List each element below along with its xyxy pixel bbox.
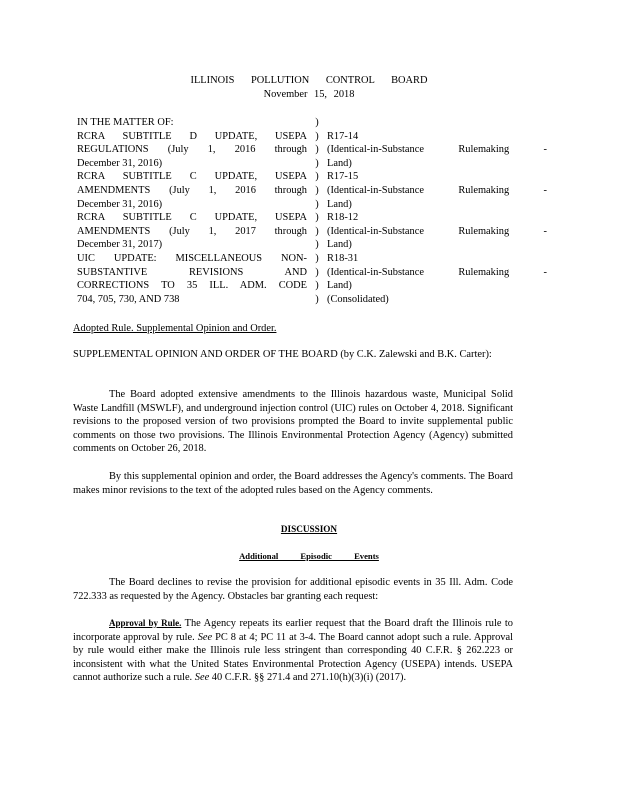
- docket-number: R18-12: [327, 212, 359, 224]
- caption-paren: ): [315, 130, 319, 142]
- caption-left: UIC UPDATE: MISCELLANEOUS NON-: [77, 252, 307, 264]
- caption-paren: ): [315, 171, 319, 183]
- caption-left: SUBSTANTIVE REVISIONS AND: [77, 266, 307, 278]
- caption-row: [77, 184, 547, 198]
- caption-paren: ): [315, 198, 319, 210]
- caption-paren: ): [315, 117, 319, 128]
- caption-left: IN THE MATTER OF:: [77, 117, 174, 128]
- caption-row: [77, 198, 547, 212]
- caption-row: [77, 143, 547, 157]
- board-title: ILLINOIS POLLUTION CONTROL BOARD: [190, 75, 428, 86]
- paragraph-declines: The Board declines to revise the provision for additional episodic events in 35 Ill. Adm. Code 722.333 as requested by the Agency. Obstacles bar granting each request:: [73, 577, 513, 602]
- caption-left: AMENDMENTS (July 1, 2016 through: [77, 184, 307, 196]
- citation-signal: See: [194, 672, 210, 684]
- caption-row: [77, 293, 547, 307]
- caption-left: 704, 705, 730, AND 738: [77, 293, 180, 305]
- case-caption: [77, 116, 547, 306]
- paragraph-background: The Board adopted extensive amendments to the Illinois hazardous waste, Municipal Solid Waste Landfill (MSWLF), and underground injection control (UIC) rules on October 4, 2018. Significant revisions to the proposed version of two provisions prompted the Board to invite supplemental public comments on those two provisions. The Illinois Environmental Protection Agency (Agency) submitted comments on October 26, 2018.: [73, 389, 513, 455]
- caption-row: [77, 116, 547, 130]
- caption-right: Land): [327, 157, 352, 169]
- caption-row: [77, 211, 547, 225]
- caption-right: (Identical-in-Substance Rulemaking -: [327, 225, 547, 237]
- paragraph-text: PC 8 at 4; PC 11 at 3-4. The Board cannot adopt such a rule. Approval by rule would either make the Illinois rule less stringent than corresponding 40 C.F.R. § 262.223 or inconsistent with what the United States Environmental Protection Agency (USEPA) intends. USEPA cannot authorize such a rule.: [73, 631, 513, 684]
- caption-row: [77, 157, 547, 171]
- caption-left: December 31, 2017): [77, 239, 163, 251]
- caption-right: [327, 116, 547, 130]
- caption-paren: ): [315, 266, 319, 278]
- docket-number: R17-15: [327, 171, 359, 183]
- citation-signal: See: [197, 631, 213, 643]
- paragraph-purpose: By this supplemental opinion and order, the Board addresses the Agency's comments. The Board makes minor revisions to the text of the adopted rules based on the Agency comments.: [73, 471, 513, 496]
- caption-left: RCRA SUBTITLE D UPDATE, USEPA: [77, 130, 307, 142]
- caption-paren: ): [315, 157, 319, 169]
- caption-paren: ): [315, 144, 319, 156]
- paragraph-text: The Agency repeats its earlier request that the Board draft the Illinois rule to incorporate approval by rule.: [73, 618, 513, 643]
- caption-row: [77, 252, 547, 266]
- paragraph-text: 40 C.F.R. §§ 271.4 and 271.10(h)(3)(i) (2017).: [209, 672, 407, 684]
- caption-right: (Identical-in-Substance Rulemaking -: [327, 266, 547, 278]
- caption-row: [77, 279, 547, 293]
- rule-subheading: Adopted Rule. Supplemental Opinion and Order.: [73, 323, 277, 334]
- caption-paren: ): [315, 293, 319, 305]
- docket-number: R17-14: [327, 130, 359, 142]
- docket-number: R18-31: [327, 252, 359, 264]
- caption-row: [77, 266, 547, 280]
- caption-left: CORRECTIONS TO 35 ILL. ADM. CODE: [77, 280, 307, 292]
- opinion-intro: SUPPLEMENTAL OPINION AND ORDER OF THE BOARD (by C.K. Zalewski and B.K. Carter):: [73, 349, 492, 360]
- caption-paren: ): [315, 239, 319, 251]
- caption-row: [77, 170, 547, 184]
- caption-paren: ): [315, 184, 319, 196]
- caption-left: December 31, 2016): [77, 198, 163, 210]
- caption-right: Land): [327, 239, 352, 251]
- caption-paren: ): [315, 212, 319, 224]
- caption-left: REGULATIONS (July 1, 2016 through: [77, 144, 307, 156]
- caption-paren: ): [315, 252, 319, 264]
- caption-right: (Consolidated): [327, 293, 389, 305]
- section-heading: Additional Episodic Events: [239, 551, 379, 561]
- caption-left: AMENDMENTS (July 1, 2017 through: [77, 225, 307, 237]
- caption-paren: ): [315, 280, 319, 292]
- document-date: November 15, 2018: [263, 89, 355, 100]
- caption-left: RCRA SUBTITLE C UPDATE, USEPA: [77, 212, 307, 224]
- caption-paren: ): [315, 225, 319, 237]
- run-in-heading: Approval by Rule.: [109, 618, 182, 628]
- caption-left: RCRA SUBTITLE C UPDATE, USEPA: [77, 171, 307, 183]
- caption-right: (Identical-in-Substance Rulemaking -: [327, 144, 547, 156]
- caption-row: [77, 225, 547, 239]
- caption-row: [77, 130, 547, 144]
- caption-left: December 31, 2016): [77, 157, 163, 169]
- caption-right: Land): [327, 198, 352, 210]
- caption-right: (Identical-in-Substance Rulemaking -: [327, 184, 547, 196]
- discussion-heading: DISCUSSION: [280, 524, 338, 534]
- caption-right: Land): [327, 280, 352, 292]
- paragraph-approval-by-rule: [73, 617, 513, 685]
- caption-row: [77, 238, 547, 252]
